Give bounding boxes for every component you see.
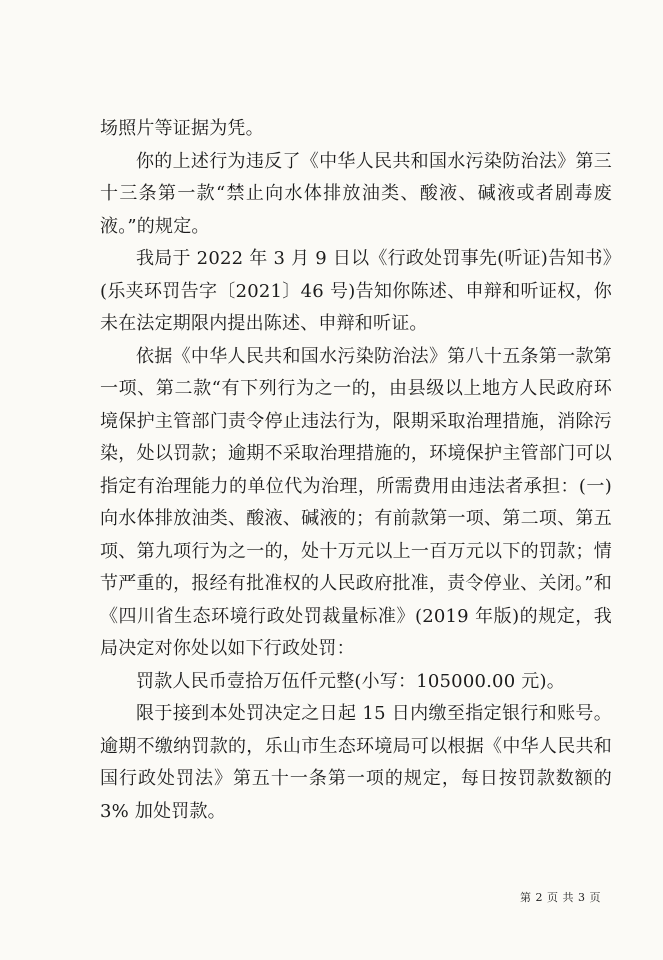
paragraph-violation: 你的上述行为违反了《中华人民共和国水污染防治法》第三十三条第一款“禁止向水体排放油类、酸液、碱液或者剧毒废液。”的规定。 <box>100 150 612 237</box>
paragraph-payment-deadline: 限于接到本处罚决定之日起 15 日内缴至指定银行和账号。逾期不缴纳罚款的，乐山市生态环境局可以根据《中华人民共和国行政处罚法》第五十一条第一项的规定，每日按罚款数额的 3% 加处罚款。 <box>100 703 612 822</box>
paragraph-evidence: 场照片等证据为凭。 <box>100 118 264 139</box>
paragraph-fine-amount: 罚款人民币壹拾万伍仟元整(小写：105000.00 元)。 <box>136 670 565 692</box>
page-number: 第 2 页 共 3 页 <box>520 891 601 904</box>
paragraph-legal-basis: 依据《中华人民共和国水污染防治法》第八十五条第一款第一项、第二款“有下列行为之一的，由县级以上地方人民政府环境保护主管部门责令停止违法行为，限期采取治理措施，消除污染，处以罚款；逾期不采取治理措施的，环境保护主管部门可以指定有治理能力的单位代为治理，所需费用由违法者承担：(一)向水体排放油类、酸液、碱液的；有前款第一项、第二项、第五项、第九项行为之一的，处十万元以上一百万元以下的罚款；情节严重的，报经有批准权的人民政府批准，责令停业、关闭。”和《四川省生态环境行政处罚裁量标准》(2019 年版)的规定，我局决定对你处以如下行政处罚： <box>100 345 612 659</box>
paragraph-notification: 我局于 2022 年 3 月 9 日以《行政处罚事先(听证)告知书》(乐夹环罚告字〔2021〕46 号)告知你陈述、申辩和听证权，你未在法定期限内提出陈述、申辩和听证。 <box>100 248 612 334</box>
document-body <box>100 113 612 828</box>
